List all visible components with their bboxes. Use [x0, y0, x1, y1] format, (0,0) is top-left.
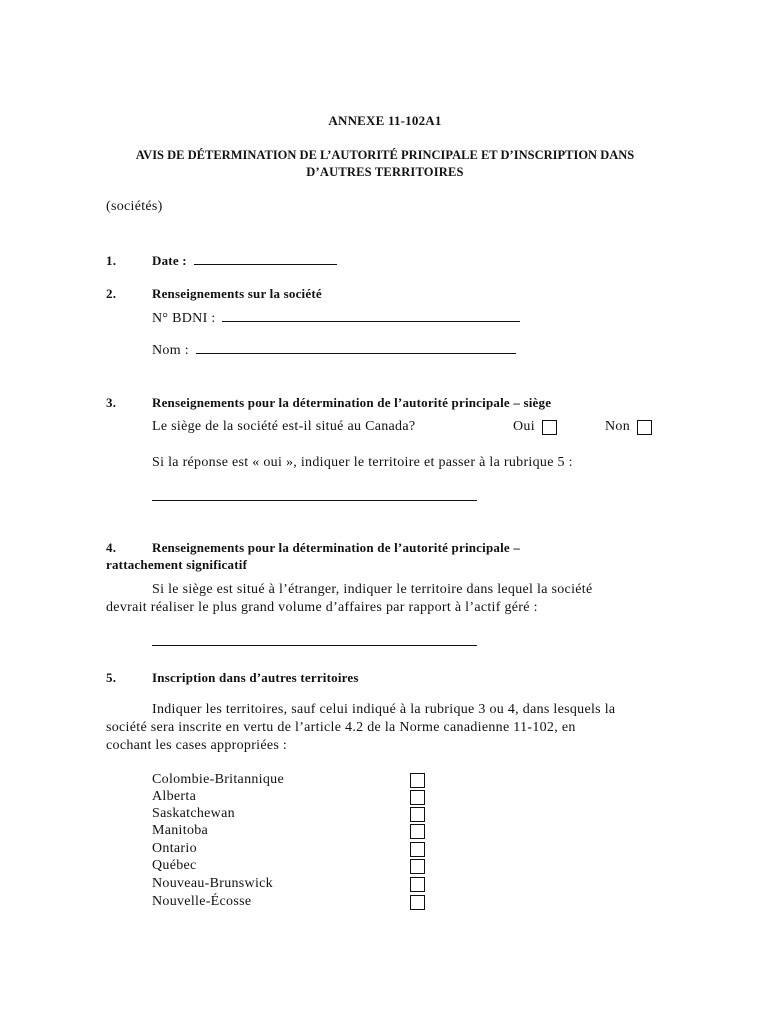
- bdni-field[interactable]: [222, 321, 520, 322]
- oui-checkbox[interactable]: [542, 420, 557, 435]
- section-1-number: 1.: [106, 253, 117, 268]
- territory-field-3[interactable]: [152, 500, 477, 501]
- non-checkbox[interactable]: [637, 420, 652, 435]
- section-5-text-line2: société sera inscrite en vertu de l’article 4.2 de la Norme canadienne 11-102, en: [106, 720, 576, 735]
- section-3-number: 3.: [106, 395, 117, 410]
- form-title-line1: AVIS DE DÉTERMINATION DE L’AUTORITÉ PRINCIPALE ET D’INSCRIPTION DANS: [135, 148, 635, 162]
- province-label: Québec: [152, 858, 197, 873]
- nom-field[interactable]: [196, 353, 516, 354]
- section-4-heading-cont: rattachement significatif: [106, 557, 248, 572]
- nom-label: Nom :: [152, 343, 189, 358]
- province-checkbox[interactable]: [410, 824, 425, 839]
- form-subtitle: (sociétés): [106, 199, 163, 214]
- section-5-heading: Inscription dans d’autres territoires: [152, 670, 359, 685]
- hq-question: Le siège de la société est-il situé au Canada?: [152, 419, 416, 434]
- oui-label: Oui: [513, 419, 535, 434]
- section-5-text-line3: cochant les cases appropriées :: [106, 738, 288, 753]
- province-checkbox[interactable]: [410, 790, 425, 805]
- bdni-row: [152, 311, 520, 327]
- province-checkbox[interactable]: [410, 842, 425, 857]
- province-row: [152, 806, 432, 823]
- province-checkbox[interactable]: [410, 877, 425, 892]
- territory-field-4[interactable]: [152, 645, 477, 646]
- nom-row: [152, 343, 516, 359]
- section-4-heading: Renseignements pour la détermination de l’autorité principale –: [152, 540, 521, 555]
- bdni-label: N° BDNI :: [152, 311, 216, 326]
- non-label: Non: [605, 419, 631, 434]
- province-label: Nouvelle-Écosse: [152, 894, 252, 909]
- date-label: Date :: [152, 253, 187, 268]
- section-4-text-line2: devrait réaliser le plus grand volume d’affaires par rapport à l’actif géré :: [106, 600, 538, 615]
- date-field[interactable]: [194, 264, 337, 265]
- province-label: Colombie-Britannique: [152, 772, 284, 787]
- section-5-text-line1: Indiquer les territoires, sauf celui indiqué à la rubrique 3 ou 4, dans lesquels la: [152, 702, 616, 717]
- province-label: Alberta: [152, 789, 197, 804]
- province-label: Ontario: [152, 841, 197, 856]
- province-row: [152, 823, 432, 840]
- province-checkbox[interactable]: [410, 807, 425, 822]
- section-2-heading: Renseignements sur la société: [152, 286, 322, 301]
- province-row: [152, 841, 432, 858]
- form-title-line2: D’AUTRES TERRITOIRES: [306, 165, 464, 179]
- section-2-number: 2.: [106, 286, 117, 301]
- province-row: [152, 789, 432, 806]
- province-row: [152, 894, 432, 911]
- section-5-number: 5.: [106, 670, 117, 685]
- section-3-heading: Renseignements pour la détermination de l’autorité principale – siège: [152, 395, 552, 410]
- section-4-text-line1: Si le siège est situé à l’étranger, indiquer le territoire dans lequel la société: [152, 582, 593, 597]
- province-row: [152, 876, 432, 893]
- hq-instruction: Si la réponse est « oui », indiquer le territoire et passer à la rubrique 5 :: [152, 455, 573, 470]
- province-label: Nouveau-Brunswick: [152, 876, 273, 891]
- date-row: [152, 253, 337, 269]
- province-checkbox[interactable]: [410, 895, 425, 910]
- province-checkbox[interactable]: [410, 859, 425, 874]
- section-4-number: 4.: [106, 540, 117, 555]
- province-checkbox[interactable]: [410, 773, 425, 788]
- annex-title: ANNEXE 11-102A1: [328, 113, 442, 128]
- province-label: Saskatchewan: [152, 806, 235, 821]
- province-label: Manitoba: [152, 823, 209, 838]
- province-row: [152, 772, 432, 789]
- province-row: [152, 858, 432, 875]
